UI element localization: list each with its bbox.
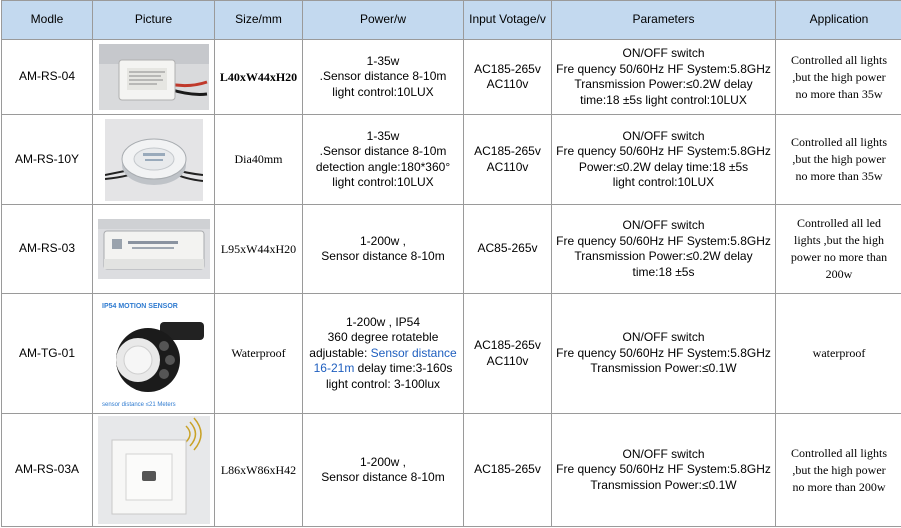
ip54-motion-sensor-image bbox=[98, 298, 210, 410]
input-line: AC185-265v bbox=[474, 144, 541, 158]
application-cell bbox=[776, 414, 901, 527]
header-row bbox=[2, 1, 901, 40]
params-line: Transmission Power:≤0.2W delay bbox=[574, 249, 753, 263]
product-image-cell bbox=[93, 205, 215, 294]
product-image-cell bbox=[93, 294, 215, 414]
size-cell: Dia40mm bbox=[215, 115, 303, 205]
power-cell bbox=[303, 205, 464, 294]
app-line: Controlled all lights bbox=[791, 52, 887, 67]
params-line: Transmission Power:≤0.2W delay bbox=[574, 77, 753, 91]
sensor-distance-highlight: Sensor distance bbox=[370, 345, 457, 360]
round-sensor-image bbox=[105, 119, 203, 201]
power-text: delay time:3-160s bbox=[354, 361, 453, 376]
power-line: 1-200w , bbox=[359, 454, 407, 469]
table-row bbox=[2, 414, 901, 527]
params-cell bbox=[552, 40, 776, 115]
table-row bbox=[2, 205, 901, 294]
power-text: adjustable: bbox=[309, 345, 371, 360]
picture-caption-bottom: sensor distance ≤21 Meters bbox=[101, 401, 176, 408]
params-cell bbox=[552, 115, 776, 205]
header-power: Power/w bbox=[303, 1, 464, 40]
power-line bbox=[305, 361, 461, 377]
input-line: AC110v bbox=[486, 159, 529, 174]
app-line: no more than 200w bbox=[792, 479, 886, 494]
params-line: Fre quency 50/60Hz HF System:5.8GHz bbox=[556, 144, 771, 158]
input-line: AC110v bbox=[486, 77, 529, 91]
product-spec-table bbox=[1, 0, 901, 527]
application-cell bbox=[776, 294, 901, 414]
input-cell bbox=[464, 40, 552, 115]
params-line: light control:10LUX bbox=[612, 175, 715, 189]
power-cell bbox=[303, 294, 464, 414]
power-cell bbox=[303, 414, 464, 527]
app-line: ,but the high power bbox=[792, 152, 886, 166]
params-line: time:18 ±5s light control:10LUX bbox=[580, 92, 747, 107]
params-line: Transmission Power:≤0.1W bbox=[590, 477, 737, 492]
power-line: 1-35w bbox=[366, 53, 400, 68]
params-line: time:18 ±5s bbox=[632, 264, 695, 279]
input-line: AC185-265v bbox=[474, 338, 541, 352]
sensor-module-image bbox=[99, 44, 209, 110]
input-line: AC85-265v bbox=[477, 241, 538, 256]
power-line: .Sensor distance 8-10m bbox=[319, 144, 447, 158]
input-cell bbox=[464, 115, 552, 205]
model-cell: AM-RS-10Y bbox=[2, 115, 93, 205]
power-line: .Sensor distance 8-10m bbox=[319, 69, 447, 84]
app-line: ,but the high power bbox=[792, 462, 886, 477]
params-line: ON/OFF switch bbox=[622, 218, 705, 232]
power-line: Sensor distance 8-10m bbox=[321, 470, 445, 484]
power-cell bbox=[303, 40, 464, 115]
params-line: ON/OFF switch bbox=[622, 446, 705, 461]
app-line: waterproof bbox=[812, 346, 866, 360]
app-line: no more than 35w bbox=[795, 86, 883, 101]
power-line: light control:10LUX bbox=[332, 84, 434, 99]
params-cell bbox=[552, 414, 776, 527]
application-cell bbox=[776, 115, 901, 205]
product-image-cell bbox=[93, 40, 215, 115]
app-line: ,but the high power bbox=[792, 69, 886, 84]
model-cell: AM-RS-04 bbox=[2, 40, 93, 115]
size-cell: L40xW44xH20 bbox=[215, 40, 303, 115]
app-line: 200w bbox=[825, 267, 853, 281]
table-row bbox=[2, 294, 901, 414]
product-image-cell bbox=[93, 115, 215, 205]
application-cell bbox=[776, 205, 901, 294]
header-model: Modle bbox=[2, 1, 93, 40]
params-line: Fre quency 50/60Hz HF System:5.8GHz bbox=[556, 345, 771, 360]
header-picture: Picture bbox=[93, 1, 215, 40]
power-line: 1-35w bbox=[366, 128, 400, 143]
header-params: Parameters bbox=[552, 1, 776, 40]
header-app: Application bbox=[776, 1, 901, 40]
model-cell: AM-RS-03 bbox=[2, 205, 93, 294]
wall-switch-sensor-image bbox=[98, 416, 210, 524]
params-line: ON/OFF switch bbox=[622, 330, 705, 345]
params-line: ON/OFF switch bbox=[622, 46, 705, 60]
table-row bbox=[2, 115, 901, 205]
input-cell bbox=[464, 294, 552, 414]
app-line: no more than 35w bbox=[795, 169, 883, 183]
power-line: detection angle:180*360° bbox=[315, 159, 451, 174]
params-line: Power:≤0.2W delay time:18 ±5s bbox=[578, 159, 749, 174]
power-line: 360 degree rotateble bbox=[327, 330, 439, 345]
params-line: Fre quency 50/60Hz HF System:5.8GHz bbox=[556, 233, 771, 248]
power-line: light control:10LUX bbox=[332, 175, 434, 189]
power-line bbox=[305, 346, 461, 362]
power-line: Sensor distance 8-10m bbox=[321, 249, 445, 263]
power-line: light control: 3-100lux bbox=[325, 376, 441, 391]
product-image-cell bbox=[93, 414, 215, 527]
distance-range-highlight: 16-21m bbox=[313, 361, 355, 376]
input-line: AC185-265v bbox=[474, 61, 541, 76]
params-line: ON/OFF switch bbox=[622, 128, 705, 143]
input-cell bbox=[464, 205, 552, 294]
params-line: Transmission Power:≤0.1W bbox=[590, 361, 737, 376]
size-cell: Waterproof bbox=[215, 294, 303, 414]
size-cell: L86xW86xH42 bbox=[215, 414, 303, 527]
power-line: 1-200w , bbox=[359, 233, 407, 248]
params-line: Fre quency 50/60Hz HF System:5.8GHz bbox=[556, 462, 771, 477]
model-cell: AM-TG-01 bbox=[2, 294, 93, 414]
app-line: Controlled all led bbox=[797, 216, 881, 230]
table-row bbox=[2, 40, 901, 115]
app-line: power no more than bbox=[790, 250, 888, 264]
power-cell bbox=[303, 115, 464, 205]
model-cell: AM-RS-03A bbox=[2, 414, 93, 527]
picture-caption-top: IP54 MOTION SENSOR bbox=[101, 302, 178, 310]
app-line: Controlled all lights bbox=[791, 445, 887, 460]
rectangular-sensor-image bbox=[98, 219, 210, 279]
app-line: Controlled all lights bbox=[791, 135, 887, 149]
params-line: Fre quency 50/60Hz HF System:5.8GHz bbox=[556, 61, 771, 76]
power-line: 1-200w , IP54 bbox=[345, 314, 421, 329]
params-cell bbox=[552, 205, 776, 294]
params-cell bbox=[552, 294, 776, 414]
header-input: Input Votage/v bbox=[464, 1, 552, 40]
input-line: AC110v bbox=[486, 353, 529, 368]
input-cell bbox=[464, 414, 552, 527]
application-cell bbox=[776, 40, 901, 115]
input-line: AC185-265v bbox=[474, 462, 541, 477]
header-size: Size/mm bbox=[215, 1, 303, 40]
size-cell: L95xW44xH20 bbox=[215, 205, 303, 294]
app-line: lights ,but the high bbox=[794, 233, 884, 247]
